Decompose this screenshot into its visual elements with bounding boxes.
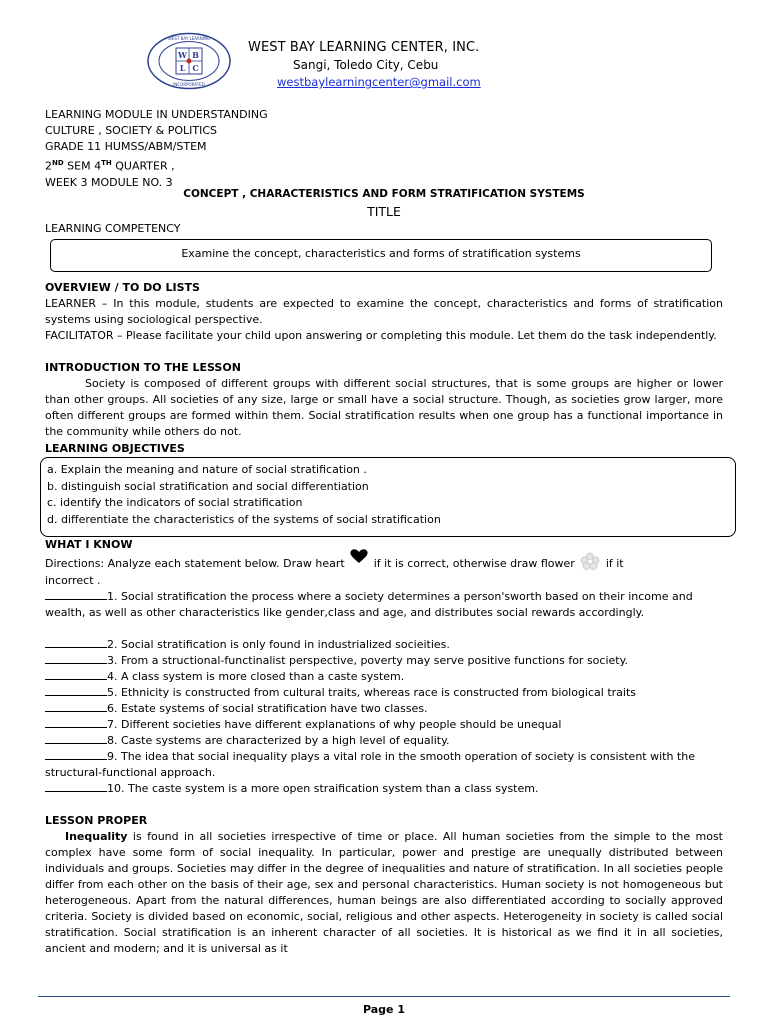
- directions-part-1: Directions: Analyze each statement below. Draw heart: [45, 557, 345, 570]
- lesson-heading: LESSON PROPER: [45, 814, 148, 827]
- statement-item: [45, 733, 725, 749]
- intro-text: Society is composed of different groups with different social structures, that is some groups are higher or lower than other groups. All societies of any size, large or small have a social structure. Though, as societies grow larger, more often different groups are formed within them. Social stratification results when one group has a functional importance in the community while others do not.: [45, 377, 723, 438]
- answer-blank[interactable]: [45, 749, 107, 760]
- statement-text: 2. Social stratification is only found in industrialized socieities.: [107, 638, 450, 651]
- statement-item: [45, 781, 725, 797]
- module-info: [45, 107, 268, 191]
- svg-text:B: B: [192, 50, 199, 60]
- page-title: TITLE: [367, 204, 401, 219]
- statement-text: 1. Social stratification the process where a society determines a person'sworth based on their income and wealth, as well as other characteristics like gender,class and age, and distributes social rewards accordingly.: [45, 590, 693, 619]
- answer-blank[interactable]: [45, 733, 107, 744]
- quarter-suffix: TH: [101, 159, 112, 167]
- module-line-1: LEARNING MODULE IN UNDERSTANDING: [45, 108, 268, 121]
- directions: [45, 556, 735, 574]
- statement-text: 9. The idea that social inequality plays a vital role in the smooth operation of society is consistent with the structural-functional approach.: [45, 750, 695, 779]
- answer-blank[interactable]: [45, 637, 107, 648]
- module-line-4: [45, 155, 268, 175]
- objective-item: c. identify the indicators of social stratification: [47, 496, 303, 509]
- sem-number: 2: [45, 159, 52, 173]
- statement-text: 10. The caste system is a more open straification system than a class system.: [107, 782, 539, 795]
- page-number: Page 1: [362, 1003, 405, 1016]
- quarter-label: SEM 4: [63, 159, 102, 173]
- directions-part-2: if it is correct, otherwise draw flower: [373, 557, 575, 570]
- svg-text:C: C: [192, 63, 199, 73]
- module-line-2: CULTURE , SOCIETY & POLITICS: [45, 124, 218, 137]
- directions-part-3: if it: [605, 557, 624, 570]
- heart-icon: [348, 548, 370, 564]
- competency-heading: LEARNING COMPETENCY: [45, 222, 181, 235]
- sem-suffix: ND: [52, 159, 64, 167]
- competency-box: [50, 239, 712, 272]
- school-email-link[interactable]: westbaylearningcenter@gmail.com: [277, 75, 481, 89]
- statement-item: [45, 669, 725, 685]
- statement-item: [45, 637, 725, 653]
- answer-blank[interactable]: [45, 589, 107, 600]
- answer-blank[interactable]: [45, 669, 107, 680]
- answer-blank[interactable]: [45, 717, 107, 728]
- svg-text:W: W: [178, 50, 187, 60]
- module-line-3: GRADE 11 HUMSS/ABM/STEM: [45, 140, 207, 153]
- statement-item: [45, 653, 725, 669]
- statement-text: 3. From a structional-functinalist perspective, poverty may serve positive functions for society.: [107, 654, 629, 667]
- objective-item: b. distinguish social stratification and social differentiation: [47, 479, 369, 493]
- statement-text: 8. Caste systems are characterized by a high level of equality.: [107, 734, 450, 747]
- competency-text: Examine the concept, characteristics and forms of stratification systems: [181, 247, 581, 260]
- answer-blank[interactable]: [45, 653, 107, 664]
- concept-heading: CONCEPT , CHARACTERISTICS AND FORM STRATIFICATION SYSTEMS: [183, 188, 585, 200]
- statement-text: 5. Ethnicity is constructed from cultural traits, whereas race is constructed from biological traits: [107, 686, 637, 699]
- answer-blank[interactable]: [45, 781, 107, 792]
- directions-part-4: incorrect .: [45, 574, 101, 587]
- answer-blank[interactable]: [45, 685, 107, 696]
- statement-text: 7. Different societies have different explanations of why people should be unequal: [107, 718, 562, 731]
- objective-item: a. Explain the meaning and nature of social stratification .: [47, 463, 367, 476]
- objectives-box: [40, 457, 736, 537]
- svg-text:L: L: [179, 63, 186, 73]
- lesson-text: [45, 829, 723, 957]
- svg-text:WEST BAY LEARNING: WEST BAY LEARNING: [167, 36, 211, 41]
- footer-rule: [38, 996, 730, 997]
- facilitator-text: FACILITATOR – Please facilitate your child upon answering or completing this module. Let them do the task independently.: [45, 329, 717, 342]
- answer-blank[interactable]: [45, 701, 107, 712]
- learner-text: LEARNER – In this module, students are expected to examine the concept, characteristics and forms of stratification systems using sociological perspective.: [45, 297, 723, 326]
- statement-item: [45, 749, 725, 781]
- flower-icon: [578, 552, 602, 570]
- statement-item: [45, 589, 725, 637]
- overview-heading: OVERVIEW / TO DO LISTS: [45, 281, 200, 294]
- statement-item: [45, 685, 725, 701]
- module-line-5: WEEK 3 MODULE NO. 3: [45, 175, 173, 189]
- objective-item: d. differentiate the characteristics of the systems of social stratification: [47, 512, 441, 526]
- intro-heading: INTRODUCTION TO THE LESSON: [45, 361, 241, 374]
- svg-text:INCORPORATED: INCORPORATED: [173, 82, 205, 87]
- quarter-text: QUARTER ,: [111, 159, 175, 173]
- statement-list: [45, 589, 725, 797]
- statement-text: 6. Estate systems of social stratification have two classes.: [107, 702, 428, 715]
- school-address: Sangi, Toledo City, Cebu: [293, 58, 439, 72]
- what-i-know-heading: WHAT I KNOW: [45, 538, 133, 551]
- school-logo: [146, 32, 232, 90]
- lesson-bold-word: Inequality: [65, 830, 128, 843]
- school-name: WEST BAY LEARNING CENTER, INC.: [248, 40, 480, 55]
- statement-item: [45, 701, 725, 717]
- statement-text: 4. A class system is more closed than a caste system.: [107, 670, 405, 683]
- statement-item: [45, 717, 725, 733]
- lesson-body: is found in all societies irrespective of time or place. All human societies from the simple to the most complex have some form of social inequality. In particular, power and prestige are unequally distributed between individuals and groups. Societies may differ in the degree of inequalities and nature of stratification. In all societies people differ from each other on the basis of their age, sex and personal characteristics. Human society is not homogeneous but heterogeneous. Apart from the natural differences, human beings are also differentiated according to socially approved criteria. Society is divided based on economic, social, religious and other aspects. Heterogeneity in society is called social stratification. Social stratification is an inherent character of all societies. It is historical as we find it in all societies, ancient and modern; and it is universal as it: [45, 830, 723, 955]
- objectives-heading: LEARNING OBJECTIVES: [45, 442, 185, 455]
